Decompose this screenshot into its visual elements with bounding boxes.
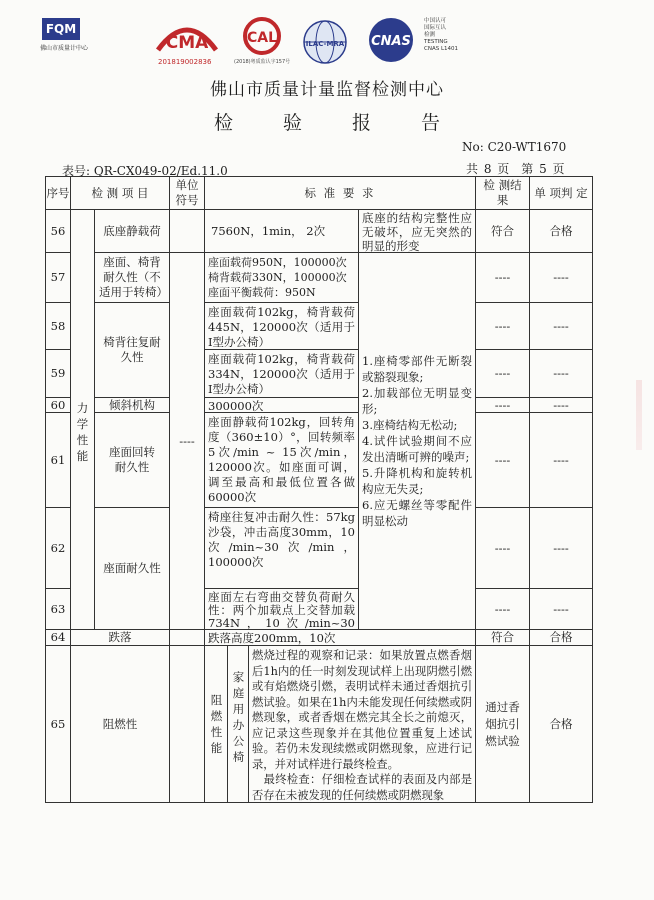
result-57: ---- <box>475 252 530 303</box>
seq-62: 62 <box>45 507 71 589</box>
verdict-59: ---- <box>529 349 593 398</box>
verdict-56: 合格 <box>529 209 593 253</box>
item-65: 阻燃性 <box>70 645 170 803</box>
unit-56 <box>169 209 205 253</box>
group-label: 力学性能 <box>76 401 89 463</box>
cma-text: CMA <box>165 33 209 53</box>
ilac-mra-icon <box>298 18 352 68</box>
verdict-63: ---- <box>529 588 593 630</box>
seal-edge-mark <box>636 380 642 450</box>
org-name: 佛山市质量计量监督检测中心 <box>210 80 444 100</box>
cnas-line: CNAS L1401 <box>424 46 459 52</box>
item-56: 底座静载荷 <box>94 209 170 253</box>
req-56: 7560N，1min， 2次 <box>204 209 359 253</box>
verdict-64: 合格 <box>529 629 593 646</box>
req-56-structure: 底座的结构完整性应无破坏，应无突然的明显的形变 <box>358 209 476 253</box>
logo-row <box>0 12 654 72</box>
unit-65 <box>169 645 205 803</box>
seq-63: 63 <box>45 588 71 630</box>
req-57: 座面载荷950N，100000次 椅背载荷330N，100000次 座面平衡载荷：950N <box>204 252 359 303</box>
item-61: 座面回转耐久性 <box>94 412 170 508</box>
req-65-sub1-text: 阻燃性能 <box>210 693 223 755</box>
result-62: ---- <box>475 507 530 589</box>
req-64: 跌落高度200mm，10次 <box>204 629 476 646</box>
header-requirement: 标 准 要 求 <box>204 176 476 210</box>
seq-64: 64 <box>45 629 71 646</box>
page-info: 共 8 页 第 5 页 <box>466 162 565 176</box>
result-63: ---- <box>475 588 530 630</box>
req-58: 座面载荷102kg，椅背载荷445N，120000次（适用于Ⅰ型办公椅） <box>204 302 359 350</box>
item-57: 座面、椅背耐久性（不适用于转椅） <box>94 252 170 303</box>
req-60: 300000次 <box>204 397 359 413</box>
cnas-line: TESTING <box>424 39 448 45</box>
group-label-cell <box>70 209 95 630</box>
result-64: 符合 <box>475 629 530 646</box>
req-62: 椅座往复冲击耐久性：57kg沙袋，冲击高度30mm，10次/min~30次/min，100000次 <box>204 507 359 589</box>
req-59: 座面载荷102kg，椅背载荷334N，120000次（适用于Ⅰ型办公椅） <box>204 349 359 398</box>
result-65: 通过香烟抗引燃试验 <box>475 645 530 803</box>
result-60: ---- <box>475 397 530 413</box>
header-result: 检 测结 果 <box>475 176 530 210</box>
req-65-sub2 <box>227 645 249 803</box>
req-65-sub1 <box>204 645 228 803</box>
verdict-58: ---- <box>529 302 593 350</box>
header-unit: 单位符号 <box>169 176 205 210</box>
req-65-sub2-text: 家庭用办公椅 <box>232 670 245 764</box>
result-58: ---- <box>475 302 530 350</box>
fqm-caption: 佛山市质量计中心 <box>40 45 89 52</box>
item-60: 倾斜机构 <box>94 397 170 413</box>
report-title: 检 验 报 告 <box>213 112 463 134</box>
req-65: 燃烧过程的观察和记录：如果放置点燃香烟后1h内的任一时刻发现试样上出现阴燃引燃或有焰燃烧引燃，表明试样未通过香烟抗引燃试验。如果在1h内未能发现任何续燃或阴燃现象，或者香烟在燃完其全长之前熄灭，应记录这些现象并在其他位置重复上述试验。若仍未发现续燃或阴燃现象，应进行记录，并对试样进行最终检查。 最终检查：仔细检查试样的表面及内部是否存在未被发现的任何续燃或阴燃现象 <box>248 645 476 803</box>
req-61: 座面静载荷102kg，回转角度（360±10）°，回转频率5次/min ~ 15次/min，120000次。如座面可调，调至最高和最低位置各做60000次 <box>204 412 359 508</box>
cnas-line: 中国认可 <box>424 18 447 24</box>
seq-58: 58 <box>45 302 71 350</box>
header-item: 检 测 项 目 <box>70 176 170 210</box>
result-56: 符合 <box>475 209 530 253</box>
cnas-line: 检测 <box>424 32 436 38</box>
req-shared: 1.座椅零部件无断裂或豁裂现象; 2.加载部位无明显变形; 3.座椅结构无松动; 4.试件试验期间不应发出清晰可辨的噪声; 5.升降机构和旋转机构应无失灵; 6.应无螺丝等零配件明显松动 <box>358 252 476 630</box>
seq-59: 59 <box>45 349 71 398</box>
verdict-60: ---- <box>529 397 593 413</box>
cnas-caption <box>424 18 458 53</box>
req-63: 座面左右弯曲交替负荷耐久性：两个加载点上交替加载734N，10次/min~30 <box>204 588 359 630</box>
cal-text: CAL <box>246 30 278 46</box>
result-59: ---- <box>475 349 530 398</box>
cnas-icon <box>360 16 422 64</box>
verdict-65: 合格 <box>529 645 593 803</box>
verdict-61: ---- <box>529 412 593 508</box>
seq-57: 57 <box>45 252 71 303</box>
cma-number: 201819002836 <box>158 58 212 66</box>
verdict-57: ---- <box>529 252 593 303</box>
cal-number: (2018)粤质监认字157号 <box>234 59 291 65</box>
unit-57-63: ---- <box>169 252 205 630</box>
fqm-logo: FQM <box>42 18 80 40</box>
report-number: No: C20-WT1670 <box>462 140 567 154</box>
cma-seal-icon <box>152 16 222 56</box>
ilac-text: ILAC-MRA <box>305 40 345 48</box>
seq-61: 61 <box>45 412 71 508</box>
cal-seal-icon <box>232 16 292 56</box>
seq-60: 60 <box>45 397 71 413</box>
cnas-text: CNAS <box>371 34 411 49</box>
seq-56: 56 <box>45 209 71 253</box>
unit-64 <box>169 629 205 646</box>
form-number: 表号: QR-CX049-02/Ed.11.0 <box>62 164 228 178</box>
item-62-63: 座面耐久性 <box>94 507 170 630</box>
header-verdict: 单 项判 定 <box>529 176 593 210</box>
cnas-line: 国际互认 <box>424 25 447 31</box>
header-seq: 序号 <box>45 176 71 210</box>
item-58-59: 椅背往复耐久性 <box>94 302 170 398</box>
seq-65: 65 <box>45 645 71 803</box>
verdict-62: ---- <box>529 507 593 589</box>
result-61: ---- <box>475 412 530 508</box>
item-64: 跌落 <box>70 629 170 646</box>
